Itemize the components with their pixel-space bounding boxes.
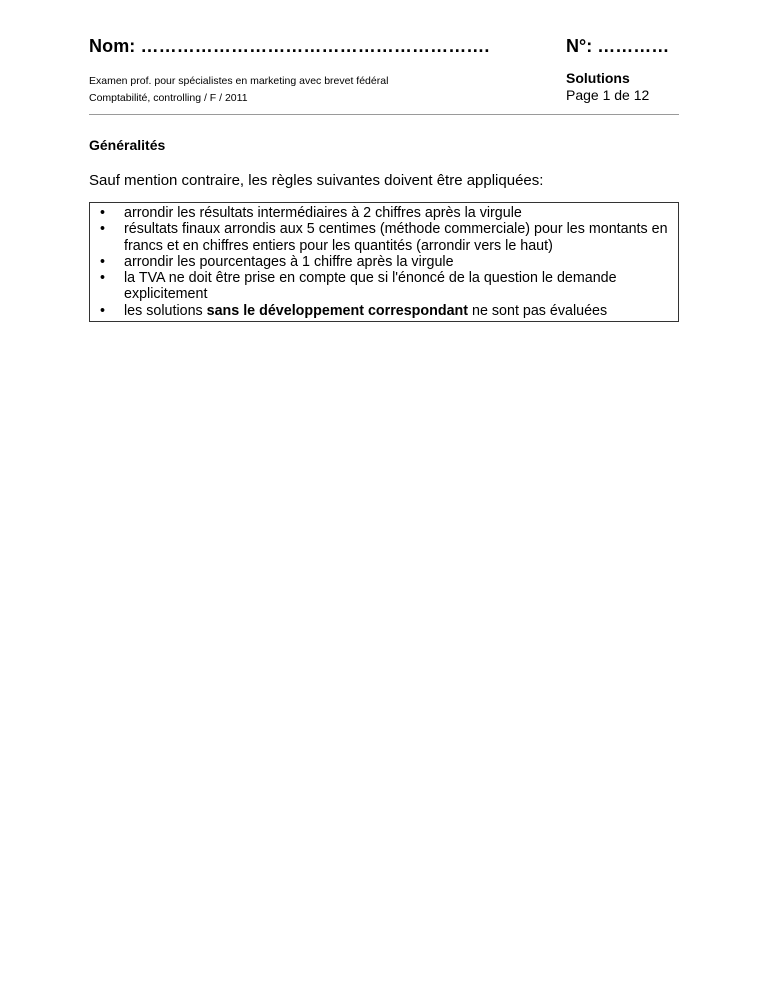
rules-box	[89, 202, 679, 322]
exam-info	[89, 73, 388, 107]
rule-text: la TVA ne doit être prise en compte que si l'énoncé de la question le demande explicitement	[124, 270, 617, 303]
rule-text: arrondir les résultats intermédiaires à 2 chiffres après la virgule	[124, 205, 522, 221]
list-item	[100, 270, 668, 303]
section-intro: Sauf mention contraire, les règles suivantes doivent être appliquées:	[89, 172, 544, 189]
bullet-icon: •	[100, 270, 106, 287]
header-divider	[89, 114, 679, 115]
number-field-label: N°: …………	[566, 36, 670, 56]
bullet-icon: •	[100, 302, 106, 319]
document-meta	[566, 70, 649, 104]
rule-text-suffix: ne sont pas évaluées	[468, 302, 608, 319]
list-item	[100, 221, 668, 254]
list-item	[100, 303, 668, 319]
section-title: Généralités	[89, 137, 166, 153]
rule-text: arrondir les pourcentages à 1 chiffre après la virgule	[124, 253, 454, 270]
bullet-icon: •	[100, 253, 106, 270]
solutions-label: Solutions	[566, 70, 630, 86]
list-item	[100, 254, 668, 270]
rule-text-emphasis: sans le développement correspondant	[206, 302, 469, 319]
bullet-icon: •	[100, 205, 106, 221]
rule-text-prefix: les solutions	[124, 302, 207, 319]
exam-title: Examen prof. pour spécialistes en marketing avec brevet fédéral	[89, 75, 389, 87]
page-number: Page 1 de 12	[566, 87, 650, 103]
list-item	[100, 205, 668, 221]
exam-subject: Comptabilité, controlling / F / 2011	[89, 92, 248, 104]
bullet-icon: •	[100, 221, 106, 238]
rules-list	[100, 205, 668, 319]
rule-text: résultats finaux arrondis aux 5 centimes (méthode commerciale) pour les montants en francs et en chiffres entiers pour les quantités (arrondir vers le haut)	[124, 221, 668, 254]
name-field-label: Nom: ………………………………………………….	[89, 36, 490, 56]
